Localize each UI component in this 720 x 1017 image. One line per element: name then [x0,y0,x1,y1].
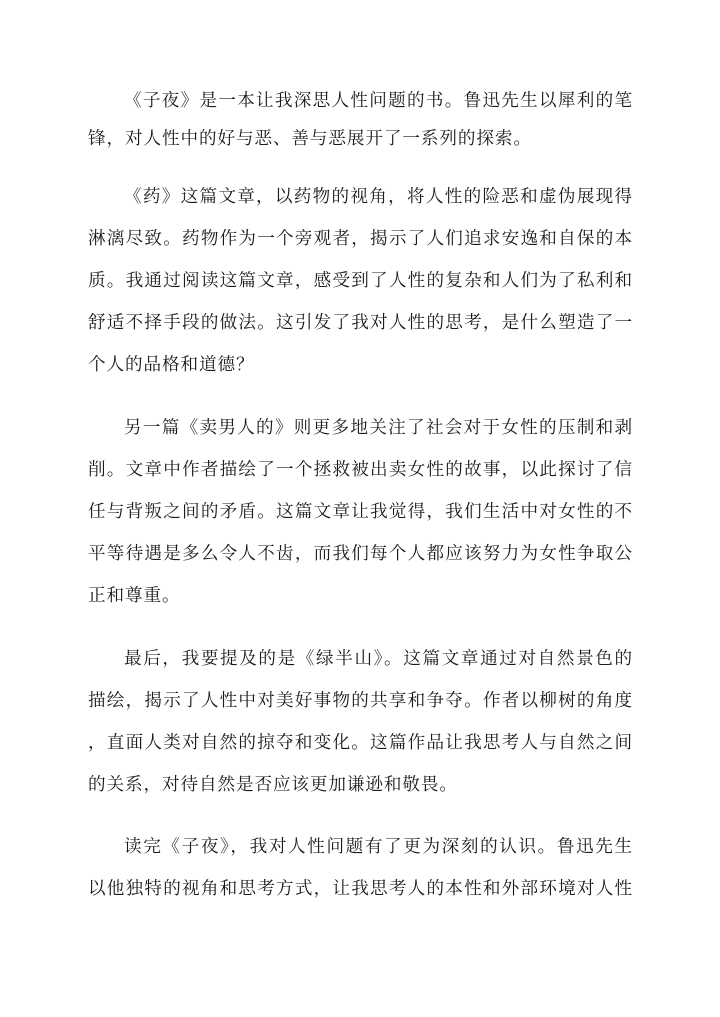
paragraph-line: 质。我通过阅读这篇文章，感受到了人性的复杂和人们为了私利和 [88,271,633,291]
paragraph-line: 个人的品格和道德？ [88,355,255,375]
paragraph-line: 淋漓尽致。药物作为一个旁观者，揭示了人们追求安逸和自保的本 [88,229,633,249]
paragraph-line: 另一篇《卖男人的》则更多地关注了社会对于女性的压制和剥 [124,418,633,438]
paragraph-line: 以他独特的视角和思考方式，让我思考人的本性和外部环境对人性 [88,879,633,899]
paragraph-line: 的关系，对待自然是否应该更加谦逊和敬畏。 [88,775,458,795]
paragraph-line: 读完《子夜》，我对人性问题有了更为深刻的认识。鲁迅先生 [124,837,633,857]
paragraph-line: 平等待遇是多么令人不齿，而我们每个人都应该努力为女性争取公 [88,544,633,564]
paragraph-line: 最后，我要提及的是《绿半山》。这篇文章通过对自然景色的 [124,649,633,669]
paragraph-line: 任与背叛之间的矛盾。这篇文章让我觉得，我们生活中对女性的不 [88,502,633,522]
paragraph-line: 正和尊重。 [88,586,181,606]
paragraph-line: 《药》这篇文章，以药物的视角，将人性的险恶和虚伪展现得 [124,187,633,207]
paragraph-line: 锋，对人性中的好与恶、善与恶展开了一系列的探索。 [88,129,532,149]
paragraph-line: 描绘，揭示了人性中对美好事物的共享和争夺。作者以柳树的角度 [88,691,633,711]
paragraph-line: 《子夜》是一本让我深思人性问题的书。鲁迅先生以犀利的笔 [124,91,633,111]
paragraph-line: 削。文章中作者描绘了一个拯救被出卖女性的故事，以此探讨了信 [88,460,633,480]
paragraph-line: ，直面人类对自然的掠夺和变化。这篇作品让我思考人与自然之间 [88,733,633,753]
paragraph-line: 舒适不择手段的做法。这引发了我对人性的思考，是什么塑造了一 [88,313,633,333]
